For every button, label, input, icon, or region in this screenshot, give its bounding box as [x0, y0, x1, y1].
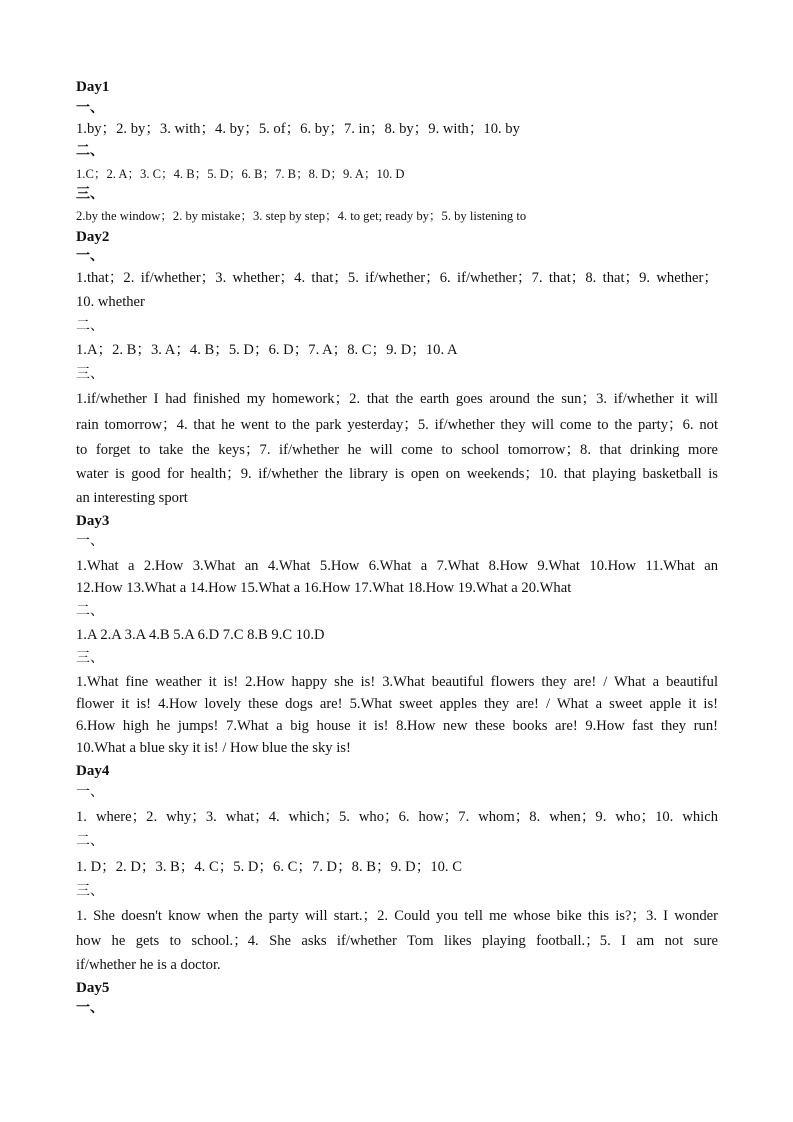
answer-line: 1.C；2. A；3. C；4. B；5. D；6. B；7. B；8. D；9. A；10. D: [76, 167, 405, 181]
answer-line: an interesting sport: [76, 490, 188, 506]
section-marker: 一、: [76, 534, 104, 549]
day-heading: Day4: [76, 763, 110, 779]
section-marker: 二、: [76, 144, 104, 159]
day-heading: Day3: [76, 513, 110, 529]
answer-line: 10. whether: [76, 294, 145, 310]
section-marker: 一、: [76, 249, 104, 264]
answer-line: 1.if/whether I had finished my homework；2. that the earth goes around the sun；3. if/whether it will: [76, 391, 718, 407]
answer-line: 1. where；2. why；3. what；4. which；5. who；6. how；7. whom；8. when；9. who；10. which: [76, 809, 718, 825]
answer-line: 1.by；2. by；3. with；4. by；5. of；6. by；7. in；8. by；9. with；10. by: [76, 121, 520, 137]
answer-line: 6.How high he jumps! 7.What a big house it is! 8.How new these books are! 9.How fast they run!: [76, 718, 718, 734]
answer-line: 1.What fine weather it is! 2.How happy she is! 3.What beautiful flowers they are! / What a beautiful: [76, 674, 718, 690]
answer-line: rain tomorrow；4. that he went to the park yesterday；5. if/whether they will come to the party；6. not: [76, 417, 718, 433]
section-marker: 二、: [76, 319, 104, 334]
section-marker: 一、: [76, 101, 104, 116]
day-heading: Day5: [76, 980, 110, 996]
answer-line: 1.A；2. B；3. A；4. B；5. D；6. D；7. A；8. C；9. D；10. A: [76, 342, 458, 358]
section-marker: 三、: [76, 884, 104, 899]
section-marker: 三、: [76, 187, 104, 202]
answer-line: 1.What a 2.How 3.What an 4.What 5.How 6.What a 7.What 8.How 9.What 10.How 11.What an: [76, 558, 718, 574]
day-heading: Day2: [76, 229, 110, 245]
section-marker: 二、: [76, 604, 104, 619]
answer-line: 1. She doesn't know when the party will start.；2. Could you tell me whose bike this is?；3. I wonder: [76, 908, 718, 924]
answer-line: 10.What a blue sky it is! / How blue the sky is!: [76, 740, 351, 756]
answer-line: 1.that；2. if/whether；3. whether；4. that；5. if/whether；6. if/whether；7. that；8. that；9. whether；: [76, 270, 718, 286]
answer-line: 2.by the window；2. by mistake；3. step by step；4. to get; ready by；5. by listening to: [76, 209, 527, 223]
day-heading: Day1: [76, 79, 110, 95]
answer-line: 1. D；2. D；3. B；4. C；5. D；6. C；7. D；8. B；9. D；10. C: [76, 859, 462, 875]
section-marker: 三、: [76, 367, 104, 382]
answer-line: flower it is! 4.How lovely these dogs are! 5.What sweet apples they are! / What a sweet apple it is!: [76, 696, 718, 712]
answer-line: water is good for health；9. if/whether the library is open on weekends；10. that playing basketball is: [76, 466, 718, 482]
answer-line: if/whether he is a doctor.: [76, 957, 221, 973]
answer-line: to forget to take the keys；7. if/whether he will come to school tomorrow；8. that drinking more: [76, 442, 718, 458]
answer-line: 1.A 2.A 3.A 4.B 5.A 6.D 7.C 8.B 9.C 10.D: [76, 627, 325, 643]
answer-line: how he gets to school.；4. She asks if/whether Tom likes playing football.；5. I am not sure: [76, 933, 718, 949]
section-marker: 一、: [76, 785, 104, 800]
section-marker: 一、: [76, 1001, 104, 1016]
section-marker: 三、: [76, 651, 104, 666]
section-marker: 二、: [76, 834, 104, 849]
answer-line: 12.How 13.What a 14.How 15.What a 16.How 17.What 18.How 19.What a 20.What: [76, 580, 572, 596]
